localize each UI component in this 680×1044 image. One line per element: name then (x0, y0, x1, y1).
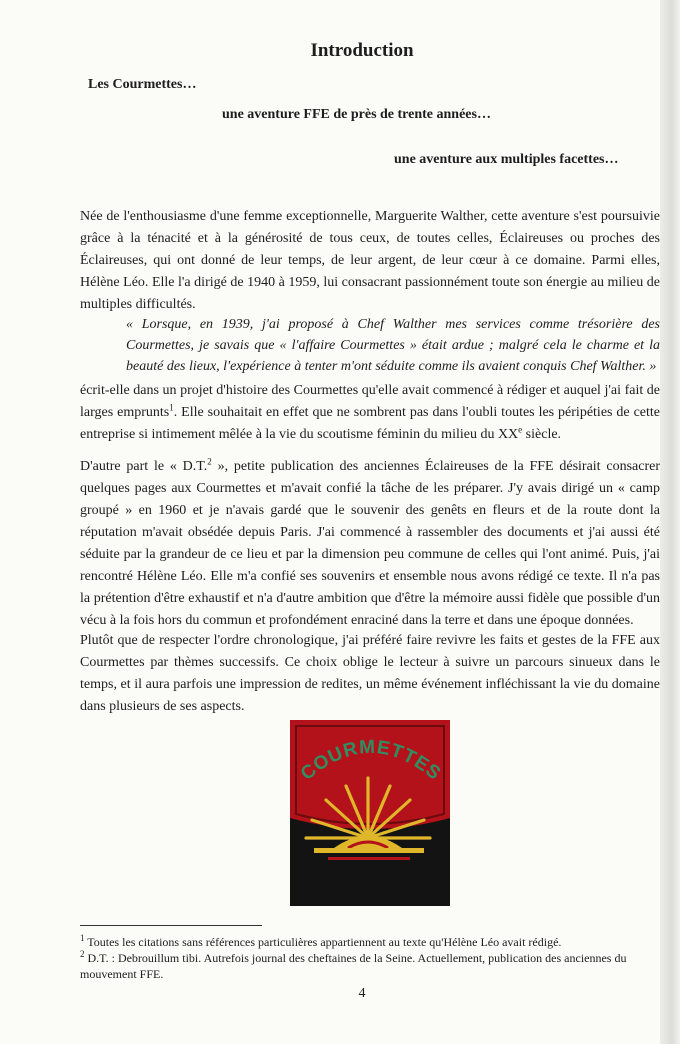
footnote-1 (80, 934, 660, 950)
paragraph-3-text-b: », petite publication des anciennes Éclaireuses de la FFE désirait consacrer quelques pages aux Courmettes et m'avait confié la tâche de les préparer. J'y avais dirigé un « camp groupé » en 1960 et je n'avais gardé que le souvenir des genêts en fleurs et de la route dont la réputation m'avait obsédée depuis Paris. J'ai commencé à rassembler des documents et j'ai aussi été séduite par la grandeur de ce lieu et par la dimension peu commune de celles qui l'ont animé. Puis, j'ai rencontré Hélène Léo. Elle m'a confié ses souvenirs et ensemble nous avons rédigé ce texte. Il n'a pas la prétention d'être exhaustif et n'a d'autre ambition que d'être la mémoire aussi fidèle que possible d'un vécu à la fois hors du commun et profondément enraciné dans la terre et dans une époque données. (80, 459, 660, 628)
footnote-2-text: D.T. : Debrouillum tibi. Autrefois journal des cheftaines de la Seine. Actuellement, publication des anciennes du mouvement FFE. (80, 951, 627, 981)
paragraph-3-text-a: D'autre part le « D.T. (80, 459, 208, 474)
paragraph-1: Née de l'enthousiasme d'une femme exceptionnelle, Marguerite Walther, cette aventure s'est poursuivie grâce à la ténacité et à la générosité de tous ceux, de toutes celles, Éclaireuses ou proches des Éclaireuses, qui ont donné de leur temps, de leur argent, de leur cœur à ce domaine. Parmi elles, Hélène Léo. Elle l'a dirigé de 1940 à 1959, lui consacrant passionnément toute son énergie au milieu de multiples difficultés. (80, 209, 660, 312)
page-number: 4 (358, 986, 366, 1001)
century-superscript: e (518, 424, 523, 435)
courmettes-badge-image (290, 720, 450, 906)
intro-line-1: Les Courmettes… (88, 77, 197, 92)
footnote-separator (80, 925, 262, 926)
badge-text: COURMETTES (296, 736, 445, 785)
footnote-1-text: Toutes les citations sans références particulières appartiennent au texte qu'Hélène Léo avait rédigé. (84, 935, 562, 949)
footnote-1-number: 1 (80, 933, 85, 943)
page-title: Introduction (310, 40, 414, 61)
quotation: « Lorsque, en 1939, j'ai proposé à Chef Walther mes services comme trésorière des Courmettes, je savais que « l'affaire Courmettes » était ardue ; malgré cela le charme et la beauté des lieux, l'expérience à tenter m'ont séduite comme ils avaient conquis Chef Walther. » (126, 317, 660, 374)
rising-sun-badge-icon (290, 720, 450, 906)
page-gutter (660, 0, 680, 1044)
footnote-2-number: 2 (80, 949, 85, 959)
paragraph-2 (80, 380, 660, 446)
paragraph-2-text-c: siècle. (522, 427, 562, 442)
intro-line-3: une aventure aux multiples facettes… (394, 152, 619, 167)
footnote-2 (80, 950, 660, 982)
footnote-ref-2: 2 (207, 456, 212, 467)
paragraph-2-text-b: . Elle souhaitait en effet que ne sombrent pas dans l'oubli toutes les péripéties de cette entreprise si intimement mêlée à la vie du scoutisme féminin du milieu du XX (80, 405, 660, 442)
paragraph-4: Plutôt que de respecter l'ordre chronologique, j'ai préféré faire revivre les faits et gestes de la FFE aux Courmettes par thèmes successifs. Ce choix oblige le lecteur à suivre un parcours sinueux dans le temps, et il aura parfois une impression de redites, un même événement infléchissant la vie du domaine dans plusieurs de ses aspects. (80, 633, 660, 714)
intro-line-2: une aventure FFE de près de trente années… (222, 107, 491, 122)
paragraph-3 (80, 456, 660, 632)
footnote-ref-1: 1 (169, 402, 174, 413)
paragraph-2-text-a: écrit-elle dans un projet d'histoire des Courmettes qu'elle avait commencé à rédiger et auquel j'ai fait de larges emprunts (80, 383, 660, 420)
